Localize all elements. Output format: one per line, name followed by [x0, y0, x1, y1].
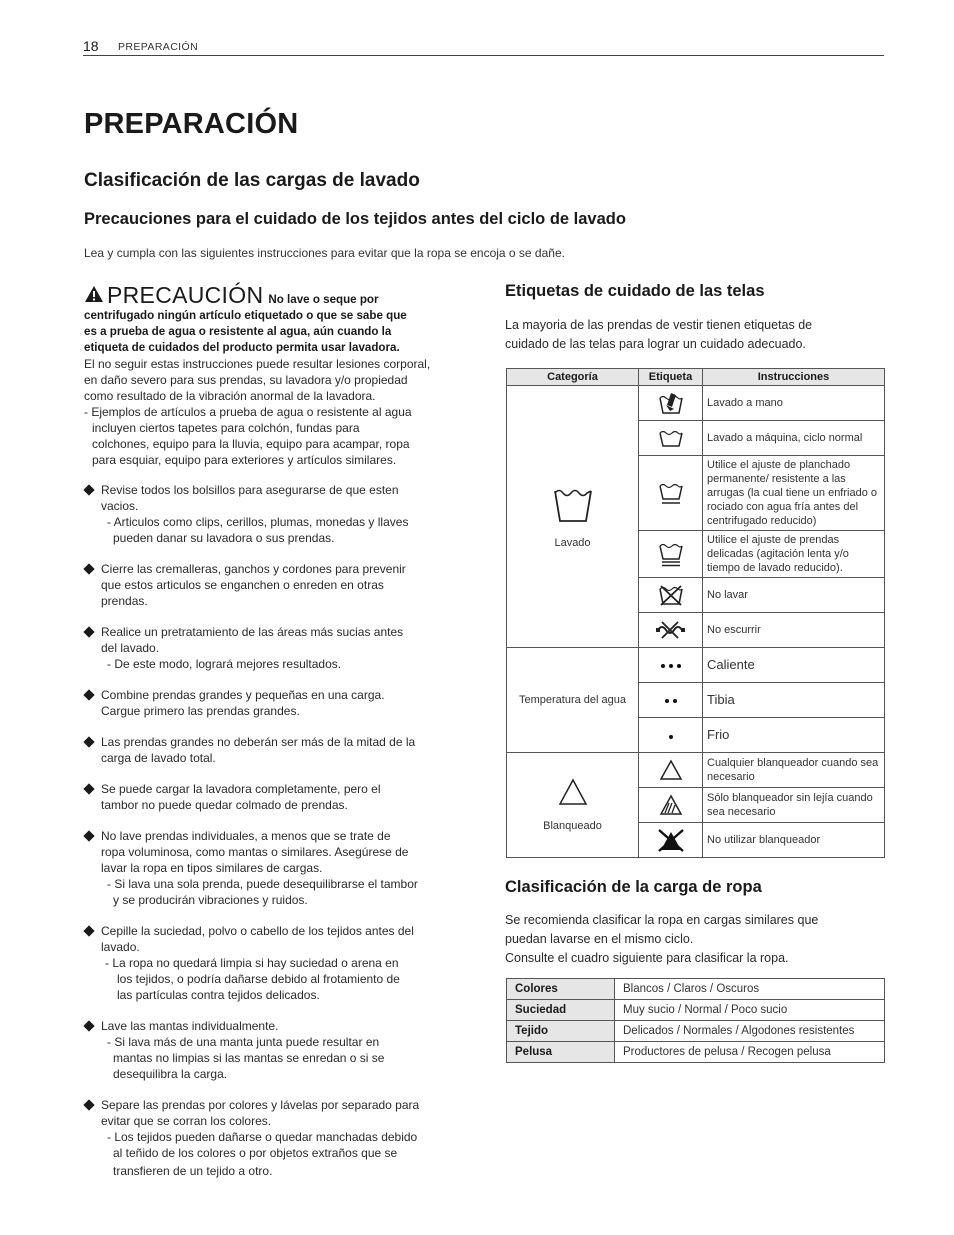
table-row: Frio — [507, 718, 885, 753]
three-dots-icon — [639, 661, 702, 669]
left-column — [84, 282, 466, 1194]
list-item: Cepille la suciedad, polvo o cabello de los tejidos antes del lavado. - La ropa no quedará limpia si hay suciedad o arena en los tejidos, o podría dañarse debido al frotamiento de las partículas contra tejidos delicados. — [84, 923, 466, 1003]
hand-wash-icon — [639, 391, 702, 415]
label-cell — [639, 683, 703, 718]
table-row: Lavado Lavado a mano — [507, 386, 885, 421]
running-header — [83, 38, 884, 56]
label-cell — [639, 648, 703, 683]
caution-heading — [84, 282, 466, 308]
section-title: Clasificación de las cargas de lavado — [84, 170, 420, 191]
label-cell — [639, 578, 703, 613]
label-cell — [639, 456, 703, 531]
caution-body: El no seguir estas instrucciones puede resultar lesiones corporal, en daño severo para sus prendas, su lavadora y/o propiedad como resultado de la vibración anormal de la lavadora. — [84, 357, 431, 404]
table-row: Tejido Delicados / Normales / Algodones resistentes — [507, 1021, 885, 1042]
non-chlorine-bleach-icon — [639, 794, 702, 816]
label-cell — [639, 718, 703, 753]
label-cell — [639, 753, 703, 788]
subsection-title: Precauciones para el cuidado de los tejidos antes del ciclo de lavado — [84, 210, 626, 228]
triangle-icon — [558, 778, 588, 806]
precaution-list — [84, 482, 466, 1179]
bullet-diamond-icon — [83, 1021, 94, 1032]
table-row: Suciedad Muy sucio / Normal / Poco sucio — [507, 1000, 885, 1021]
table-row: Pelusa Productores de pelusa / Recogen pelusa — [507, 1042, 885, 1063]
care-labels-intro: La mayoria de las prendas de vestir tienen etiquetas de cuidado de las telas para lograr un cuidado adecuado. — [505, 318, 813, 351]
list-item: Realice un pretratamiento de las áreas más sucias antes del lavado. - De este modo, logrará mejores resultados. — [84, 624, 466, 672]
washtub-icon — [553, 485, 593, 525]
list-item: Las prendas grandes no deberán ser más de la mitad de la carga de lavado total. — [84, 734, 466, 766]
list-item: Se puede cargar la lavadora completamente, pero el tambor no puede quedar colmado de prendas. — [84, 781, 466, 813]
list-item: Cierre las cremalleras, ganchos y cordones para prevenir que estos articulos se enganchen o enreden en otras prendas. — [84, 561, 466, 609]
label-cell — [639, 823, 703, 858]
caution-bold-text: centrifugado ningún artículo etiquetado o que se sabe que es a prueba de agua o resistente al agua, aún cuando la etiqueta de cuidados del producto permita usar lavadora. — [84, 309, 407, 354]
bullet-diamond-icon — [83, 485, 94, 496]
running-section-title: PREPARACIÓN — [118, 41, 199, 53]
table-row: Sólo blanqueador sin lejía cuando sea necesario — [507, 788, 885, 823]
label-cell — [639, 613, 703, 648]
bullet-diamond-icon — [83, 690, 94, 701]
list-item: Lave las mantas individualmente. - Si lava más de una manta junta puede resultar en mantas no limpias si las mantas se enredan o si se desequilibra la carga. — [84, 1018, 466, 1082]
bullet-diamond-icon — [83, 1100, 94, 1111]
warning-triangle-icon — [84, 285, 104, 308]
table-header-row: Categoría Etiqueta Instrucciones — [507, 369, 885, 386]
care-labels-table — [506, 368, 885, 858]
list-item: Combine prendas grandes y pequeñas en una carga. Cargue primero las prendas grandes. — [84, 687, 466, 719]
label-cell — [639, 531, 703, 578]
load-sorting-intro: Se recomienda clasificar la ropa en cargas similares que puedan lavarse en el mismo ciclo. Consulte el cuadro siguiente para clasificar la ropa. — [505, 913, 819, 965]
bullet-diamond-icon — [83, 627, 94, 638]
table-row: Utilice el ajuste de planchado permanente/ resistente a las arrugas (la cual tiene un enfriado o rociado con agua fría antes del centrifugado reducido) — [507, 456, 885, 531]
do-not-bleach-icon — [639, 828, 702, 852]
list-item: Separe las prendas por colores y lávelas por separado para evitar que se corran los colores. - Los tejidos pueden dañarse o quedar manchadas debido al teñido de los colores o por objetos extraños que se transfieren de un tejido a otro. — [84, 1097, 466, 1179]
table-row: Blanqueado Cualquier blanqueador cuando sea necesario — [507, 753, 885, 788]
table-row: Temperatura del agua Caliente — [507, 648, 885, 683]
machine-wash-normal-icon — [639, 428, 702, 448]
bullet-diamond-icon — [83, 737, 94, 748]
bullet-diamond-icon — [83, 926, 94, 937]
table-row: Tibia — [507, 683, 885, 718]
permanent-press-icon — [639, 481, 702, 505]
label-cell — [639, 788, 703, 823]
load-sorting-title: Clasificación de la carga de ropa — [505, 878, 762, 896]
do-not-wring-icon — [639, 620, 702, 640]
list-item: No lave prendas individuales, a menos que se trate de ropa voluminosa, como mantas o similares. Asegúrese de lavar la ropa en tipos similares de cargas. - Si lava una sola prenda, puede desequilibrarse el tambor y se producirán vibraciones y ruidos. — [84, 828, 466, 908]
do-not-wash-icon — [639, 584, 702, 606]
any-bleach-icon — [639, 759, 702, 781]
table-row: Lavado a máquina, ciclo normal — [507, 421, 885, 456]
category-cell: Blanqueado — [507, 753, 639, 858]
list-item: Revise todos los bolsillos para asegurarse de que esten vacios. - Articulos como clips, cerillos, plumas, monedas y llaves pueden danar su lavadora o sus prendas. — [84, 482, 466, 546]
page-title: PREPARACIÓN — [84, 108, 299, 140]
bullet-diamond-icon — [83, 564, 94, 575]
bullet-diamond-icon — [83, 784, 94, 795]
load-sorting-table — [506, 978, 885, 1063]
page-number: 18 — [83, 38, 99, 54]
intro-text: Lea y cumpla con las siguientes instrucciones para evitar que la ropa se encoja o se dañe. — [84, 246, 565, 260]
category-cell: Temperatura del agua — [507, 648, 639, 753]
caution-lead: No lave o seque por — [268, 293, 379, 306]
two-dots-icon — [639, 696, 702, 704]
gentle-cycle-icon — [639, 541, 702, 567]
caution-word: PRECAUCIÓN — [107, 282, 264, 308]
table-row: No lavar — [507, 578, 885, 613]
bullet-diamond-icon — [83, 831, 94, 842]
one-dot-icon — [639, 730, 702, 740]
category-cell: Lavado — [507, 386, 639, 648]
care-labels-title: Etiquetas de cuidado de las telas — [505, 282, 765, 300]
label-cell — [639, 421, 703, 456]
table-row: No utilizar blanqueador — [507, 823, 885, 858]
table-row: Colores Blancos / Claros / Oscuros — [507, 979, 885, 1000]
caution-example: - Ejemplos de artículos a prueba de agua o resistente al agua incluyen ciertos tapetes para colchón, fundas para colchones, equipo para la lluvia, equipo para acampar, ropa para esquiar, equipo para exteriores y artículos similares. — [84, 405, 412, 468]
table-row: Utilice el ajuste de prendas delicadas (agitación lenta y/o tiempo de lavado reducido). — [507, 531, 885, 578]
table-row: No escurrir — [507, 613, 885, 648]
label-cell — [639, 386, 703, 421]
